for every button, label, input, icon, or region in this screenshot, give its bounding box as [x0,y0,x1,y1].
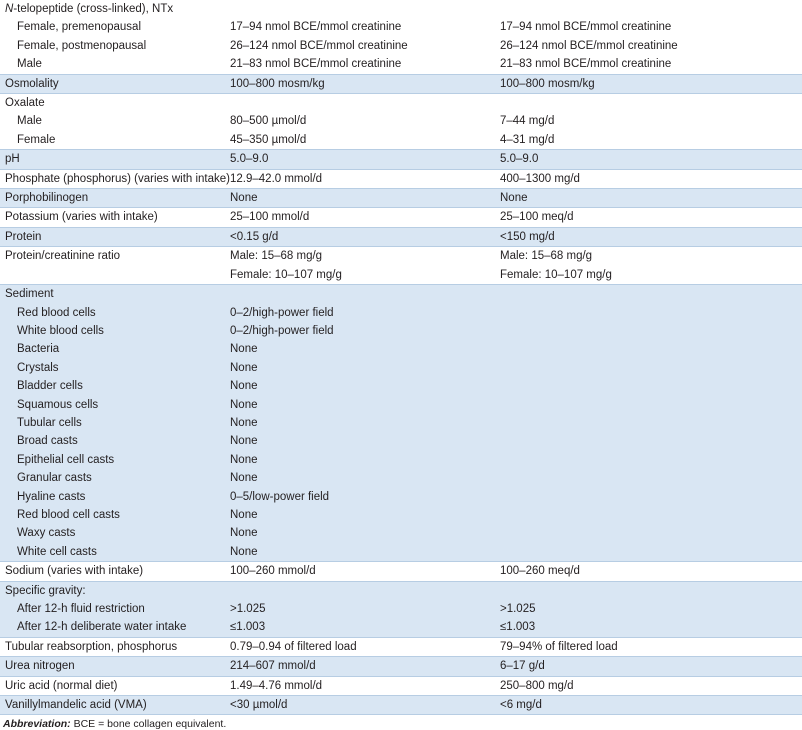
si-units-cell: None [230,435,258,448]
test-name: Vanillylmandelic acid (VMA) [5,699,147,712]
test-name-cell [0,543,225,562]
test-name: Urea nitrogen [5,660,75,673]
table-row [0,112,802,130]
conventional-units-cell [495,340,802,358]
test-name: Bladder cells [17,380,83,393]
table-row-group [0,247,802,285]
test-name: Porphobilinogen [5,192,89,205]
test-name-cell [0,150,225,169]
test-name: Male [17,115,42,128]
test-name: Protein/creatinine ratio [5,250,121,263]
test-name-cell [0,657,225,676]
conventional-units-cell: 17–94 nmol BCE/mmol creatinine [500,21,672,34]
table-row-group [0,0,802,74]
test-name: Red blood cell casts [17,508,120,521]
conventional-units-cell [495,304,802,322]
test-name-cell [0,676,225,695]
conventional-units-cell: <150 mg/d [500,230,555,243]
table-row [0,600,802,618]
abbreviation-footnote [0,715,802,730]
test-name-cell [0,488,225,506]
test-name: pH [5,153,20,166]
test-name-cell [0,396,225,414]
test-name: Female, premenopausal [17,21,142,34]
test-name: Protein [5,230,42,243]
table-row [0,227,802,246]
conventional-units-cell: 400–1300 mg/d [500,172,580,185]
conventional-units-cell: 4–31 mg/d [500,133,555,146]
table-row [0,266,802,285]
table-row [0,94,802,113]
conventional-units-cell: 79–94% of filtered load [500,640,618,653]
table-row-group [0,150,802,169]
table-row [0,696,802,715]
test-name-cell [0,94,225,113]
table-row-group [0,94,802,150]
test-name: Hyaline casts [17,490,86,503]
table-row [0,304,802,322]
table-row-group [0,657,802,676]
table-row [0,247,802,266]
test-name: Red blood cells [17,306,96,319]
test-name-cell [0,169,231,188]
table-row-group [0,189,802,208]
test-name-cell [0,506,225,524]
table-row [0,169,802,188]
test-name-cell [0,55,225,74]
conventional-units-cell: 6–17 g/d [500,660,545,673]
test-name: After 12-h fluid restriction [17,603,145,615]
si-units-cell: 214–607 mmol/d [230,660,316,673]
conventional-units-cell: <6 mg/d [500,699,542,712]
si-units-cell [225,94,495,113]
table-row-group [0,581,802,637]
conventional-units-cell [495,94,802,113]
conventional-units-cell: ≤1.003 [500,621,536,634]
table-row [0,0,802,18]
table-row-group [0,562,802,581]
conventional-units-cell [495,285,802,304]
table-row [0,74,802,93]
table-row [0,340,802,358]
si-units-cell: None [230,192,258,205]
test-name-cell [0,0,225,18]
test-name: Sodium (varies with intake) [5,565,144,578]
test-name-cell [0,131,225,150]
table-row [0,657,802,676]
test-name: Male [17,58,42,71]
table-row [0,377,802,395]
si-units-cell: <30 µmol/d [230,699,288,712]
table-row [0,322,802,340]
test-name: Granular casts [17,472,92,485]
conventional-units-cell [495,524,802,542]
table-row [0,131,802,150]
test-name-cell [0,581,225,600]
test-name-cell [0,208,225,227]
conventional-units-cell: 100–800 mosm/kg [500,77,595,90]
si-units-cell: 26–124 nmol BCE/mmol creatinine [230,39,408,52]
conventional-units-cell: Female: 10–107 mg/g [500,268,612,281]
test-name: Squamous cells [17,398,99,411]
si-units-cell [225,0,495,18]
si-units-cell [225,581,495,600]
test-name-cell [0,377,225,395]
table-row [0,432,802,450]
test-name-cell [0,562,225,581]
si-units-cell: Male: 15–68 mg/g [230,250,323,263]
table-row [0,451,802,469]
footnote-text: BCE = bone collagen equivalent. [70,718,227,730]
test-name: Tubular reabsorption, phosphorus [5,640,178,653]
table-row [0,359,802,377]
test-name-cell [0,340,225,358]
table-row [0,488,802,506]
si-units-cell: None [230,416,258,429]
table-row [0,189,802,208]
si-units-cell: 0–2/high-power field [230,324,334,337]
si-units-cell: Female: 10–107 mg/g [230,268,342,281]
conventional-units-cell: 5.0–9.0 [500,153,539,166]
table-row [0,562,802,581]
si-units-cell: 0–2/high-power field [230,306,334,319]
table-row-group [0,169,802,188]
test-name: Crystals [17,361,59,374]
si-units-cell: 100–800 mosm/kg [230,77,325,90]
conventional-units-cell [495,396,802,414]
table-row [0,637,802,656]
test-name-cell [0,37,225,55]
si-units-cell: None [230,343,258,356]
si-units-cell: None [230,380,258,393]
table-row [0,55,802,74]
test-name: After 12-h deliberate water intake [17,621,187,634]
table-row [0,18,802,36]
si-units-cell: 17–94 nmol BCE/mmol creatinine [230,21,402,34]
table-row [0,37,802,55]
table-row-group [0,696,802,715]
table-row [0,469,802,487]
test-name: Oxalate [5,97,45,110]
si-units-cell: 1.49–4.76 mmol/d [230,679,323,692]
test-name: Specific gravity: [5,584,86,597]
conventional-units-cell [495,506,802,524]
si-units-cell: 25–100 mmol/d [230,211,310,224]
conventional-units-cell [495,359,802,377]
test-name-cell [0,524,225,542]
si-units-cell: <0.15 g/d [230,230,279,243]
test-name-cell [0,469,225,487]
table-row [0,676,802,695]
table-row-group [0,676,802,695]
si-units-cell: None [230,453,258,466]
si-units-cell [225,285,495,304]
test-name-italic-prefix: N [5,3,14,15]
test-name-cell [0,451,225,469]
table-row [0,285,802,304]
test-name-cell [0,432,225,450]
table-row-group [0,74,802,93]
test-name-cell [0,227,225,246]
test-name: White blood cells [17,324,104,337]
test-name: Sediment [5,288,54,301]
test-name: Female, postmenopausal [17,39,147,52]
test-name: Waxy casts [17,527,76,540]
test-name-cell [0,304,225,322]
table-row-group [0,227,802,246]
si-units-cell: None [230,545,258,558]
conventional-units-cell [495,451,802,469]
test-name-cell [0,247,225,266]
si-units-cell: 80–500 µmol/d [230,115,307,128]
conventional-units-cell: Male: 15–68 mg/g [500,250,593,263]
footnote-label: Abbreviation: [3,718,71,730]
test-name: Potassium (varies with intake) [5,211,158,224]
conventional-units-cell [495,0,802,18]
test-name-cell [0,696,225,715]
si-units-cell: 45–350 µmol/d [230,133,307,146]
si-units-cell: 21–83 nmol BCE/mmol creatinine [230,58,402,71]
conventional-units-cell [495,414,802,432]
test-name: Broad casts [17,435,78,448]
conventional-units-cell: >1.025 [500,603,536,615]
si-units-cell: None [230,472,258,485]
conventional-units-cell [495,488,802,506]
conventional-units-cell [495,322,802,340]
si-units-cell: None [230,527,258,540]
test-name-cell [0,18,225,36]
table-row [0,208,802,227]
si-units-cell: ≤1.003 [230,621,266,634]
table-row [0,543,802,562]
test-name-cell [0,74,225,93]
test-name-cell [0,322,225,340]
si-units-cell: 12.9–42.0 mmol/d [230,172,323,185]
conventional-units-cell: 26–124 nmol BCE/mmol creatinine [500,39,678,52]
test-name: Female [17,133,56,146]
test-name-cell [0,266,225,285]
test-name: Uric acid (normal diet) [5,679,118,692]
test-name-cell [0,112,225,130]
test-name-cell [0,637,225,656]
test-name: -telopeptide (cross-linked), NTx [13,3,174,15]
test-name-cell [0,414,225,432]
table-row [0,581,802,600]
table-row-group [0,285,802,562]
si-units-cell: 0–5/low-power field [230,490,330,503]
si-units-cell: None [230,508,258,521]
si-units-cell: >1.025 [230,603,266,615]
conventional-units-cell [495,469,802,487]
test-name-cell [0,285,225,304]
table-row [0,506,802,524]
conventional-units-cell: None [500,192,528,205]
conventional-units-cell: 100–260 meq/d [500,565,580,578]
conventional-units-cell: 25–100 meq/d [500,211,574,224]
test-name: Osmolality [5,77,59,90]
test-name: Epithelial cell casts [17,453,115,466]
conventional-units-cell: 21–83 nmol BCE/mmol creatinine [500,58,672,71]
table-row-group [0,208,802,227]
conventional-units-cell: 7–44 mg/d [500,115,555,128]
conventional-units-cell [495,432,802,450]
test-name-cell [0,359,225,377]
table-row [0,414,802,432]
conventional-units-cell [495,377,802,395]
table-row-group [0,637,802,656]
conventional-units-cell [495,581,802,600]
si-units-cell: None [230,361,258,374]
table-row [0,396,802,414]
test-name: Phosphate (phosphorus) (varies with intake) [5,172,231,185]
si-units-cell: 0.79–0.94 of filtered load [230,640,357,653]
test-name-cell [0,189,225,208]
conventional-units-cell: 250–800 mg/d [500,679,574,692]
si-units-cell: 100–260 mmol/d [230,565,316,578]
test-name: Bacteria [17,343,60,356]
si-units-cell: 5.0–9.0 [230,153,269,166]
table-row [0,524,802,542]
test-name-cell [0,618,225,637]
test-name: Tubular cells [17,416,82,429]
table-row [0,150,802,169]
test-name: White cell casts [17,545,97,558]
si-units-cell: None [230,398,258,411]
table-row [0,618,802,637]
test-name-cell [0,600,225,618]
conventional-units-cell [495,543,802,562]
